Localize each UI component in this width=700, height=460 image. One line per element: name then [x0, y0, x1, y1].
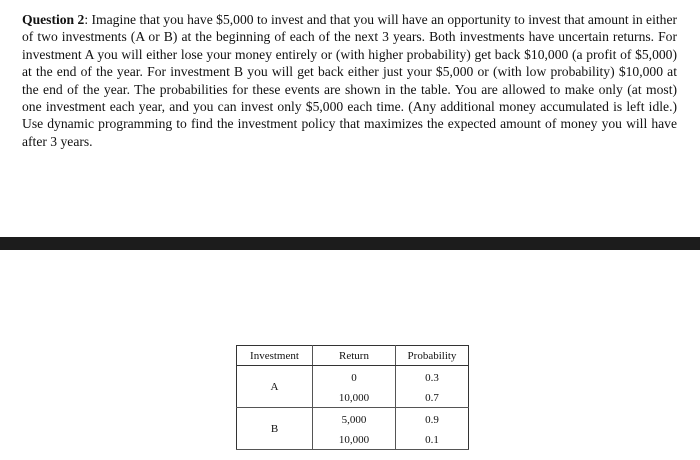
- investment-cell: A: [237, 366, 313, 408]
- header-investment: Investment: [237, 346, 313, 366]
- return-value: 0: [351, 372, 357, 384]
- probability-value: 0.7: [425, 392, 439, 404]
- header-probability: Probability: [396, 346, 469, 366]
- probability-value: 0.3: [425, 372, 439, 384]
- probability-table: [236, 345, 469, 450]
- return-value: 5,000: [341, 414, 367, 426]
- header-return: Return: [313, 346, 396, 366]
- question-label: Question 2: [22, 12, 85, 27]
- return-value: 10,000: [338, 434, 370, 446]
- question-text: : Imagine that you have $5,000 to invest and that you will have an opportunity to invest that amount in either of two investments (A or B) at the beginning of each of the next 3 years. Both investments have uncertain returns. For investment A you will either lose your money entirely or (with higher probability) get back $10,000 (a profit of $5,000) at the end of the year. For investment B you will get back either just your $5,000 or (with low probability) $10,000 at the end of the year. The probabilities for these events are shown in the table. You are allowed to make only (at most) one investment each year, and you can invest only $5,000 each time. (Any additional money accumulated is left idle.) Use dynamic programming to find the investment policy that maximizes the expected amount of money you will have after 3 years.: [22, 12, 677, 149]
- probability-value: 0.1: [425, 434, 439, 446]
- investment-cell: B: [237, 408, 313, 450]
- question-paragraph: [22, 11, 677, 150]
- table-header-row: [237, 346, 469, 366]
- probability-value: 0.9: [425, 414, 439, 426]
- probability-cell: [396, 366, 469, 408]
- table-row: [237, 366, 469, 408]
- table-row: [237, 408, 469, 450]
- return-value: 10,000: [338, 392, 370, 404]
- return-cell: [313, 408, 396, 450]
- return-cell: [313, 366, 396, 408]
- divider-bar: [0, 237, 700, 250]
- probability-cell: [396, 408, 469, 450]
